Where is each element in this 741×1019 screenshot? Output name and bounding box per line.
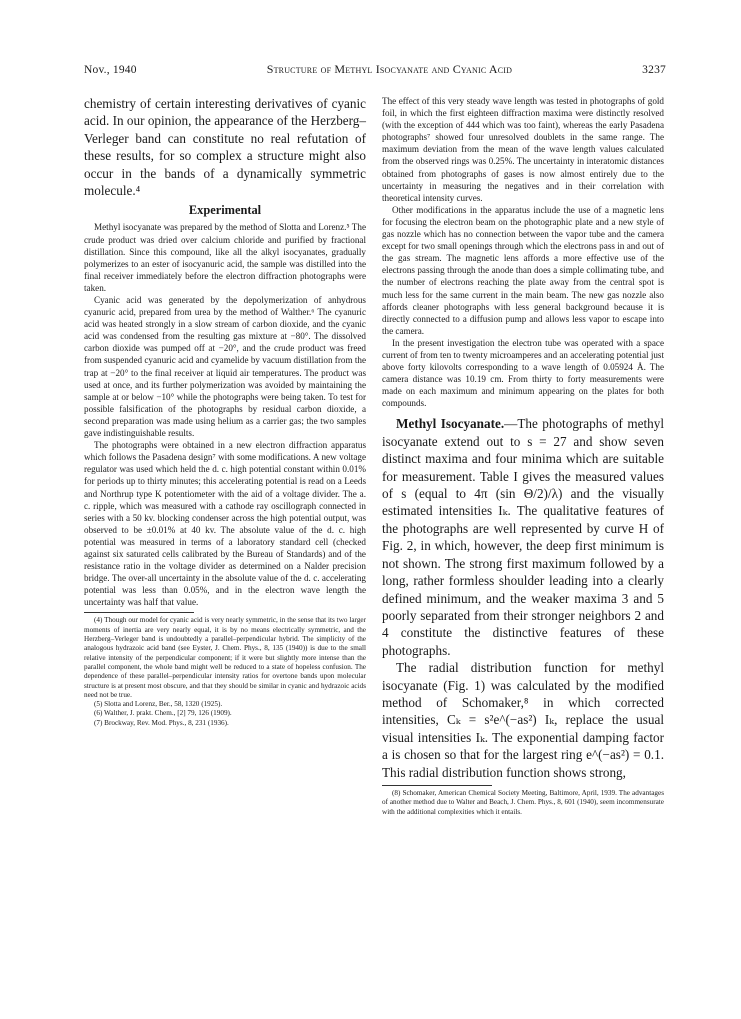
- footnote-8: (8) Schomaker, American Chemical Society Meeting, Baltimore, April, 1939. The advantages of another method due to Walter and Beach, J. Chem. Phys., 8, 601 (1940), seem incommensurate with the additional complexities which it entails.: [382, 788, 664, 816]
- footnote-7: (7) Brockway, Rev. Mod. Phys., 8, 231 (1936).: [94, 718, 229, 727]
- left-column: [84, 95, 366, 728]
- footnote-5: (5) Slotta and Lorenz, Ber., 58, 1320 (1925).: [94, 700, 223, 709]
- run-in-heading: Methyl Isocyanate.: [396, 416, 505, 432]
- header-title: Structure of Methyl Isocyanate and Cyanic Acid: [266, 62, 513, 76]
- paragraph-present-investigation: In the present investigation the electron tube was operated with a space current of from ten to twenty microamperes and an accelerating potential just above forty kilovolts corresponding to a wave length of 0.05924 Å. The camera distance was 10.19 cm. From thirty to forty measurements were made on each maximum and minimum appearing on the plates for both compounds.: [382, 337, 665, 409]
- section-heading-experimental: Experimental: [188, 203, 262, 218]
- right-column: [382, 95, 664, 817]
- running-header: [84, 62, 666, 77]
- footnote-rule-right: [382, 785, 492, 786]
- results-text: —The photographs of methyl isocyanate extend out to s = 27 and show seven distinct maxima and four minima which are suitable for measurement. Table I gives the measured values of s (equal to 4π (sin Θ/2)/λ) and the visually estimated intensities Iₖ. The qualitative features of the photographs are well represented by curve H of Fig. 2, in which, however, the deep first minimum is not shown. The strong first maximum followed by a long, rather formless shoulder leading into a clearly defined minimum, and the weaker maxima 3 and 5 poorly separated from their stronger neighbors 2 and 4 constitute the distinctive features of these photographs.: [382, 416, 665, 658]
- header-date: Nov., 1940: [84, 64, 137, 76]
- paragraph-modifications: Other modifications in the apparatus include the use of a magnetic lens for focusing the electron beam on the photographic plate and a new style of gas nozzle which has no connection between the vapor tube and the camera except for two small openings through which the electrons pass in and out of the gas stream. The magnetic lens affords a more effective use of the electrons passing through the anode than does a simple collimating tube, and the number of electrons reaching the plate away from the central spot is much less for the same current in the main beam. The new gas nozzle also affords cleaner photographs with less general background because it is directly connected to a diffusion pump and allows less vapor to escape into the camera.: [382, 204, 664, 336]
- paragraph-gold-foil: The effect of this very steady wave length was tested in photographs of gold foil, in which the first eighteen diffraction maxima were distinctly resolved (with the exception of 444 which was too faint), whereas the early Pasadena photographs⁷ showed four unresolved doublets in the same range. The maximum deviation from the mean of the wave length values calculated from the observed rings was 0.25%. The uncertainty in interatomic distances obtained from photographs of gases is now almost entirely due to the uncertainty in measuring the negatives and in their correlation with theoretical intensity curves.: [382, 96, 664, 203]
- footnote-rule: [84, 612, 194, 613]
- paragraph-apparatus: The photographs were obtained in a new electron diffraction apparatus which follows the Pasadena design⁷ with some modifications. A new voltage regulator was used which held the d. c. high potential constant within 0.01% for periods up to thirty minutes; this accelerating potential is read on a Leeds and Northrup type K potentiometer with the aid of a voltage divider. The a. c. ripple, which was measured with a cathode ray oscillograph connected in series with a 50 kv. blocking condenser across the high potential output, was observed to be ±0.01% at 40 kv. The absolute value of the d. c. high potential was measured in terms of a laboratory standard cell (checked against six saturated cells calibrated by the Bureau of Standards) and of the resistance ratio in the voltage divider as determined on a Nalder precision bridge. The over-all uncertainty in the absolute value of the d. c. accelerating potential was less than 0.05%, and in the electron wave length the uncertainty was half that value.: [84, 440, 366, 608]
- intro-paragraph: chemistry of certain interesting derivatives of cyanic acid. In our opinion, the appearance of the Herzberg–Verleger band can constitute no real refutation of these results, for so complex a structure might also occur in the bands of a dynamically symmetric molecule.⁴: [84, 96, 366, 199]
- footnote-4: (4) Though our model for cyanic acid is very nearly symmetric, in the sense that its two larger moments of inertia are very nearly equal, it is by no means electrically symmetric, and the Herzberg–Verleger band is undoubtedly a parallel–perpendicular hybrid. The simplicity of the analogous hydrazoic acid band (see Eyster, J. Chem. Phys., 8, 135 (1940)) is due to the small relative intensity of the perpendicular component; if it were but slightly more intense than the parallel component, the whole band might well be reduced to a state of hopeless confusion. The dependence of these parallel–perpendicular intensity ratios for overtone bands upon molecular structure is at present most obscure, and that they should be similar in cyanic and hydrazoic acids need not be true.: [84, 616, 366, 699]
- footnote-6: (6) Walther, J. prakt. Chem., [2] 79, 126 (1909).: [94, 709, 232, 718]
- paragraph-methyl-isocyanate-prep: Methyl isocyanate was prepared by the method of Slotta and Lorenz.⁵ The crude product was dried over calcium chloride and purified by fractional distillation. Since this compound, like all the alkyl isocyanates, gradually polymerizes to an ester of isocyanuric acid, the sample was distilled into the final receiver immediately before the electron diffraction photographs were taken.: [84, 222, 366, 293]
- paragraph-cyanic-acid-prep: Cyanic acid was generated by the depolymerization of anhydrous cyanuric acid, prepared from urea by the method of Walther.⁶ The cyanuric acid was heated strongly in a slow stream of carbon dioxide, and the cyanic acid was condensed from the resulting gas mixture at −80°. The dissolved carbon dioxide was pumped off at −20°, and the crude product was freed from suspended cyanuric acid and cyamelide by vacuum distillation from the trap at −20° to the final receiver at liquid air temperatures. The product was used at once, and its further polymerization was avoided by maintaining the sample at or below −10° while the photographs were being taken. To test for possible falsification of the photographs by residual carbon dioxide, a second preparation was made using helium as a carrier gas; the two samples gave indistinguishable results.: [84, 295, 366, 439]
- paragraph-radial-distribution: The radial distribution function for methyl isocyanate (Fig. 1) was calculated by the modified method of Schomaker,⁸ in which corrected intensities, Cₖ = s²e^(−as²) Iₖ, replace the usual visual intensities Iₖ. The exponential damping factor a is chosen so that for the largest ring e^(−as²) = 0.1. This radial distribution function shows strong,: [382, 660, 664, 780]
- footnotes-left: [84, 616, 366, 728]
- footnotes-right: [382, 789, 664, 817]
- page-number: 3237: [642, 64, 666, 76]
- paragraph-methyl-isocyanate-results: [382, 415, 664, 659]
